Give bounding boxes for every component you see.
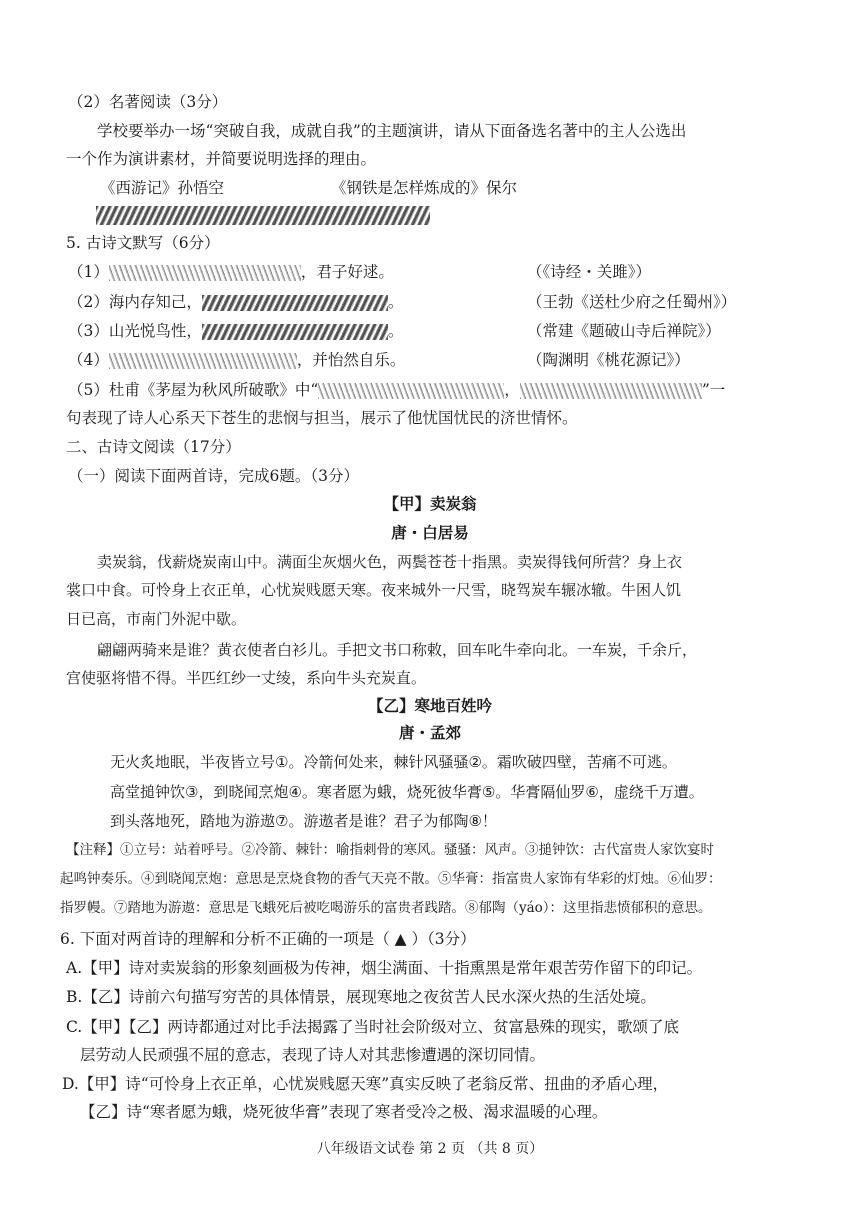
- q5-item-3: [68, 321, 403, 341]
- poem-b-line: 高堂搥钟饮③，到晓闻烹炮④。寒者愿为蛾，烧死彼华膏⑤。华膏隔仙罗⑥，虚绕千万遭。: [110, 783, 704, 801]
- poem-a-line: 裳口中食。可怜身上衣正单，心忧炭贱愿天寒。夜来城外一尺雪，晓驾炭车辗冰辙。牛困人饥: [66, 581, 682, 599]
- answer-redacted: [520, 383, 702, 399]
- q5-item-1-source: （《诗经・关雎》）: [527, 263, 652, 281]
- poem-a-line: 日已高，市南门外泥中歇。: [66, 610, 247, 628]
- page-footer: 八年级语文试卷 第 2 页 （共 8 页）: [316, 1141, 544, 1157]
- q4-2-option-a: 《西游记》孙悟空: [100, 179, 225, 197]
- notes-line: 【注释】①立号：站着呼号。②冷箭、棘针：喻指刺骨的寒风。骚骚：风声。③搥钟饮：古代富贵人家饮宴时: [66, 842, 714, 858]
- notes-line: 起鸣钟奏乐。④到晓闻烹炮：意思是烹烧食物的香气天亮不散。⑤华膏：指富贵人家饰有华彩的灯烛。⑥仙罗：: [60, 871, 722, 887]
- poem-a-title: 【甲】卖炭翁: [383, 494, 477, 513]
- q6-option-c-cont: 层劳动人民顽强不屈的意志，表现了诗人对其悲惨遭遇的深切同情。: [80, 1046, 546, 1064]
- q5-item-3-source: （常建《题破山寺后禅院》）: [527, 322, 721, 340]
- answer-redacted: [202, 295, 388, 311]
- q4-2-header: （2）名著阅读（3分）: [68, 93, 228, 111]
- poem-b-line: 无火炙地眠，半夜皆立号①。冷箭何处来，棘针风骚骚②。霜吹破四壁，苦痛不可逃。: [110, 753, 677, 771]
- q4-2-option-b: 《钢铁是怎样炼成的》保尔: [331, 179, 518, 197]
- answer-redacted: [318, 383, 504, 399]
- q5-item-5: [68, 380, 725, 400]
- q5-item-5-line2: 句表现了诗人心系天下苍生的悲悯与担当，展示了他忧国忧民的济世情怀。: [66, 409, 578, 427]
- q6-option-d: D.【甲】诗“可怜身上衣正单，心忧炭贱愿天寒”真实反映了老翁反常、扭曲的矛盾心理，: [62, 1075, 669, 1093]
- q5-item-4-text: ，并怡然自乐。: [296, 351, 406, 369]
- q4-2-prompt-line2: 一个作为演讲素材，并简要说明选择的理由。: [66, 150, 377, 168]
- q5-item-2-source: （王勃《送杜少府之任蜀州》）: [527, 293, 737, 311]
- poem-a-line: 卖炭翁，伐薪烧炭南山中。满面尘灰烟火色，两鬓苍苍十指黑。卖炭得钱何所营？身上衣: [97, 553, 683, 571]
- q5-item-2: [68, 292, 403, 312]
- q5-item-2-text: 海内存知己，: [108, 293, 202, 311]
- q6-option-b: B.【乙】诗前六句描写穷苦的具体情景，展现寒地之夜贫苦人民水深火热的生活处境。: [66, 988, 656, 1006]
- q4-2-prompt-line1: 学校要举办一场“突破自我，成就自我”的主题演讲，请从下面备选名著中的主人公选出: [97, 122, 687, 140]
- q6-stem: 6. 下面对两首诗的理解和分析不正确的一项是（ ▲ ）（3分）: [60, 930, 476, 948]
- q5-item-2-end: 。: [387, 293, 404, 311]
- q6-option-c: C.【甲】【乙】两诗都通过对比手法揭露了当时社会阶级对立、贫富悬殊的现实，歌颂了底: [66, 1018, 679, 1036]
- poem-a-line: 翩翩两骑来是谁？黄衣使者白衫儿。手把文书口称敕，回车叱牛牵向北。一车炭，千余斤，: [97, 641, 698, 659]
- q5-item-4-num: （4）: [68, 351, 109, 369]
- q5-item-1-num: （1）: [68, 263, 109, 281]
- q6-option-a: A.【甲】诗对卖炭翁的形象刻画极为传神，烟尘满面、十指熏黑是常年艰苦劳作留下的印记。: [66, 959, 703, 977]
- answer-redacted: [109, 353, 297, 369]
- q5-item-4: [68, 350, 405, 370]
- q5-item-3-text: 山光悦鸟性，: [108, 322, 202, 340]
- poem-a-author: 唐・白居易: [391, 523, 469, 542]
- notes-line: 指罗幔。⑦踏地为游遨：意思是飞蛾死后被吃喝游乐的富贵者践踏。⑧郁陶（yáo）：这里指悲愤郁积的意思。: [60, 900, 712, 916]
- q5-header: 5. 古诗文默写（6分）: [66, 234, 220, 252]
- q5-item-5-mid: ，: [504, 381, 520, 399]
- answer-redacted: [202, 324, 388, 340]
- q6-option-d-cont: 【乙】诗“寒者愿为蛾，烧死彼华膏”表现了寒者受冷之极、渴求温暖的心理。: [80, 1103, 608, 1121]
- poem-b-author: 唐・孟郊: [398, 723, 461, 742]
- q5-item-3-num: （3）: [68, 322, 109, 340]
- poem-b-line: 到头落地死，踏地为游遨⑦。游遨者是谁？君子为郁陶⑧！: [110, 812, 497, 830]
- q5-item-1-text: ，君子好逑。: [300, 263, 394, 281]
- q5-item-5-text: （5）杜甫《茅屋为秋风所破歌》中“: [68, 381, 319, 399]
- q5-item-5-end: ”一: [701, 381, 726, 399]
- q5-item-4-source: （陶渊明《桃花源记》）: [527, 351, 690, 369]
- poem-b-title: 【乙】寒地百姓吟: [367, 696, 492, 715]
- section-2-sub: （一）阅读下面两首诗，完成6题。（3分）: [68, 467, 359, 485]
- q5-item-3-end: 。: [387, 322, 404, 340]
- answer-redacted: [96, 204, 430, 225]
- q5-item-1: [68, 262, 394, 282]
- q5-item-2-num: （2）: [68, 293, 109, 311]
- answer-redacted: [109, 265, 301, 281]
- section-2-header: 二、古诗文阅读（17分）: [66, 438, 241, 456]
- poem-a-line: 宫使驱将惜不得。半匹红纱一丈绫，系向牛头充炭直。: [66, 669, 427, 687]
